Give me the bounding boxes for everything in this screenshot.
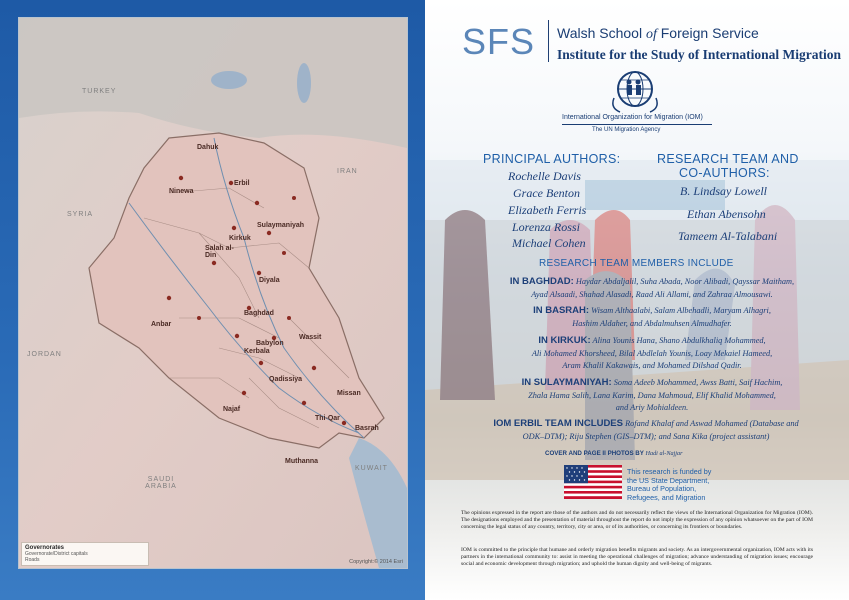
right-page [425,0,849,600]
city-names: Rofand Khalaf and Aswad Mohamed (Database and [625,419,799,428]
map-governorate-label: Anbar [151,321,172,328]
institute-name: Institute for the Study of International Migration [557,47,842,62]
iom-globe-icon [610,68,660,114]
map-governorate-label: Dahuk [197,144,219,151]
map-governorate-label: Babylon [256,340,284,347]
city-names: Wisam Althaalabi, Salam Albehadli, Maryam Alhagri, [591,306,771,315]
map-governorate-label: Baghdad [244,310,274,317]
funding-line: Refugees, and Migration [627,492,706,502]
team-basrah [467,305,837,330]
map-legend [21,542,149,566]
coauthor-name: B. Lindsay Lowell [680,184,768,198]
legend-item: Roads [25,557,40,563]
legend-title: Governorates [25,545,65,551]
walsh-school-name [557,25,759,43]
city-label: IN KIRKUK: [538,335,591,346]
principal-authors-heading: PRINCIPAL AUTHORS: [483,152,621,166]
photo-credit-label: COVER AND PAGE II PHOTOS BY [545,450,644,457]
team-sulaymaniyah [467,377,837,415]
iraq-map [18,17,408,569]
iom-name: International Organization for Migration (IOM) [562,114,703,121]
team-baghdad [467,276,837,301]
disclaimer-text: The opinions expressed in the report are those of the authors and do not necessarily reflect the views of the International Organization for Migration (IOM). The designations employed and the presentation of material throughout the report do not imply the expression of any opinion whatsoever on the part of IOM concerning the legal status of any country, territory, city or area, or of its authorities, or concerning its frontiers or boundaries. [461,510,813,530]
coauthor-name: Ethan Abensohn [687,207,766,221]
map-graphic [19,18,407,568]
map-governorate-label: Wassit [299,334,322,341]
map-country-label: SYRIA [67,211,94,218]
map-governorate-label: Diyala [259,277,280,284]
funding-line: the US State Department, [627,475,710,485]
author-name: Grace Benton [513,186,580,200]
map-governorate-label: Sulaymaniyah [257,222,305,229]
city-names: Ali Mohamed Khorsheed, Bilal Abdlelah Younis, Loay Mekaiel Hameed, [531,348,773,358]
coauthors-heading: RESEARCH TEAM AND [657,152,799,166]
map-governorate-label: Muthanna [285,458,319,465]
author-name: Elizabeth Ferris [508,203,587,217]
map-governorate-label: Erbil [234,180,250,187]
city-names: and Ariy Mohialdeen. [615,403,689,412]
map-governorate-label: Basrah [355,425,379,432]
city-label: IN SULAYMANIYAH: [521,377,612,388]
author-name: Michael Cohen [512,236,586,250]
sfs-logo: SFS [462,21,536,62]
map-country-label: JORDAN [27,351,62,358]
city-label: IN BASRAH: [533,305,590,316]
city-names: Hashim Aldaher, and Abdalmuhsen Almudhafer. [572,318,732,328]
city-names: Ayad Alsaadi, Shahad Alasadi, Raad Ali Allami, and Zahraa Almousawi. [531,289,773,299]
author-name: Rochelle Davis [508,169,581,183]
map-governorate-label: Najaf [223,406,241,413]
map-country-label: SAUDI ARABIA [145,476,177,490]
funding-line: This research is funded by [627,467,712,476]
author-name: Lorenza Rossi [512,220,580,234]
map-country-label: TURKEY [82,88,117,95]
coauthor-name: Tameem Al-Talabani [678,229,778,243]
us-flag-icon [564,465,622,499]
map-copyright: Copyright:© 2014 Esri [349,559,403,565]
logo-divider [548,20,549,62]
funding-statement [627,468,737,502]
city-names: Aram Khalil Kakawais, and Mohamed Dilshad Qadir. [562,361,742,370]
city-label: IN BAGHDAD: [509,276,574,287]
city-names: Soma Adeeb Mohammed, Awss Batti, Saif Hachim, [613,378,783,387]
team-erbil [455,418,837,443]
city-label: IOM ERBIL TEAM INCLUDES [493,418,623,429]
map-country-label: IRAN [337,168,358,175]
walsh-text: Walsh School [557,25,646,41]
iom-divider [562,124,712,125]
photo-credit-name: Hadi al-Najjar [645,450,683,457]
map-governorate-label: Kerbala [244,348,270,355]
city-names: Zhala Hama Salih, Lana Karim, Dana Mahmoud, Elif Khalid Mohammed, [528,390,776,400]
city-names: Haydar Abdaljalil, Suha Abada, Noor Alibadi, Qayssar Maitham, [575,277,795,286]
iom-agency: The UN Migration Agency [592,127,661,133]
team-kirkuk [467,335,837,373]
map-governorate-label: Kirkuk [229,235,251,242]
lake-van [211,71,247,89]
city-names: ODK–DTM); Riju Stephen (GIS–DTM); and Sana Kika (project assistant) [522,431,770,441]
funding-line: Bureau of Population, [627,484,697,493]
team-members-heading: RESEARCH TEAM MEMBERS INCLUDE [539,258,734,269]
map-governorate-label: Missan [337,390,361,397]
walsh-of: of [645,27,657,42]
map-governorate-label: Salah al-Din [205,245,234,259]
legend-item: Governorate/District capitals [25,551,88,557]
map-governorate-label: Qadissiya [269,376,303,383]
coauthors-heading: CO-AUTHORS: [679,166,770,180]
lake-urmia [297,63,311,103]
map-country-label: KUWAIT [355,465,388,472]
map-governorate-label: Thi-Qar [315,415,340,422]
photo-credit [545,450,683,457]
city-names: Alina Younis Hana, Shano Abdulkhaliq Mohammed, [592,336,766,345]
map-governorate-label: Ninewa [169,188,194,195]
iom-mission-text: IOM is committed to the principle that humane and orderly migration benefits migrants and society. As an intergovernmental organization, IOM acts with its partners in the international community to: assist in meeting the operational challenges of migration; advance understanding of migration issues; encourage social and economic development through migration; and uphold the human dignity and well-being of migrants. [461,547,813,567]
walsh-text: Foreign Service [656,25,759,41]
